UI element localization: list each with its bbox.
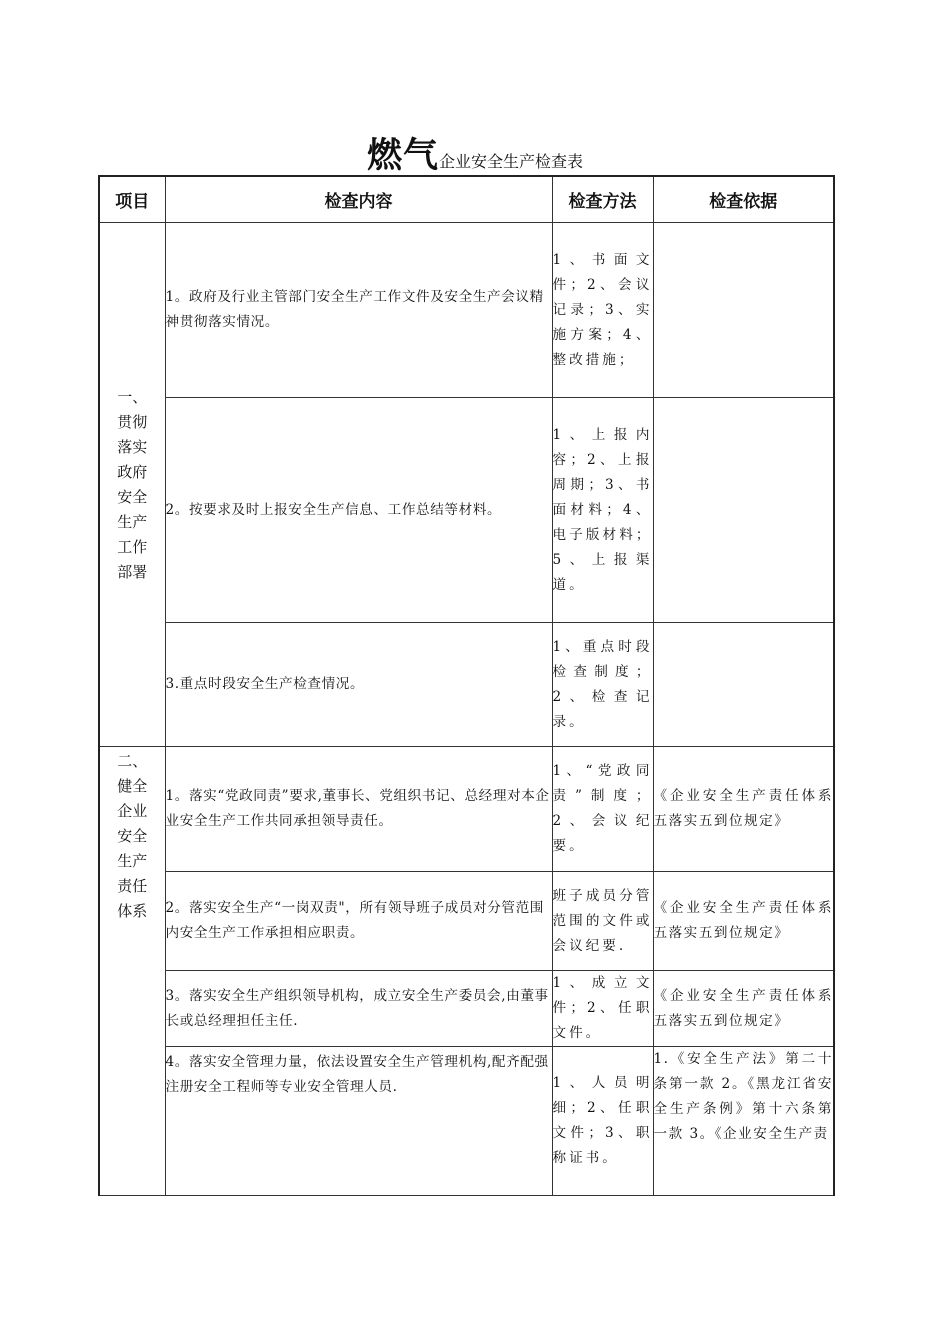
table-row [99,398,834,623]
method-cell: 班子成员分管范围的文件或会议纪要. [552,872,653,971]
basis-cell: 《企业安全生产责任体系五落实五到位规定》 [653,747,834,872]
header-project: 项目 [99,176,165,223]
header-method: 检查方法 [552,176,653,223]
project-cell-2 [99,747,165,1196]
method-cell: 1、人员明细；2、任职文件；3、职称证书。 [552,1047,653,1196]
project-label: 一、贯彻落实政府安全生产工作部署 [117,387,148,581]
inspection-table [98,175,835,1196]
basis-cell [653,623,834,747]
content-cell: 2。按要求及时上报安全生产信息、工作总结等材料。 [165,398,552,623]
content-cell: 3。落实安全生产组织领导机构，成立安全生产委员会,由董事长或总经理担任主任. [165,971,552,1047]
basis-cell: 1.《安全生产法》第二十条第一款 2。《黑龙江省安全生产条例》第十六条第一款 3。《企业安全生产责 [653,1047,834,1196]
table-row [99,872,834,971]
project-cell-1 [99,223,165,747]
content-cell: 4。落实安全管理力量，依法设置安全生产管理机构,配齐配强注册安全工程师等专业安全管理人员. [165,1047,552,1196]
table-row [99,1047,834,1196]
basis-cell: 《企业安全生产责任体系五落实五到位规定》 [653,971,834,1047]
content-cell: 1。政府及行业主管部门安全生产工作文件及安全生产会议精神贯彻落实情况。 [165,223,552,398]
project-label: 二、健全企业安全生产责任体系 [117,752,148,920]
method-cell: 1、重点时段检查制度；2、检查记录。 [552,623,653,747]
document-title [0,128,950,178]
content-cell: 2。落实安全生产“一岗双责"，所有领导班子成员对分管范围内安全生产工作承担相应职责。 [165,872,552,971]
title-sub: 企业安全生产检查表 [439,152,584,171]
method-cell: 1、书面文件；2、会议记录；3、实施方案；4、整改措施； [552,223,653,398]
method-cell: 1、成立文件；2、任职文件。 [552,971,653,1047]
header-row [99,176,834,223]
table-row [99,623,834,747]
table-row [99,223,834,398]
basis-cell: 《企业安全生产责任体系五落实五到位规定》 [653,872,834,971]
table-row [99,971,834,1047]
table-row [99,747,834,872]
method-cell: 1、上报内容；2、上报周期；3、书面材料；4、电子版材料；5、上报渠道。 [552,398,653,623]
content-cell: 3.重点时段安全生产检查情况。 [165,623,552,747]
basis-cell [653,398,834,623]
content-cell: 1。落实“党政同责”要求,董事长、党组织书记、总经理对本企业安全生产工作共同承担领导责任。 [165,747,552,872]
title-main: 燃气 [366,136,439,176]
basis-cell [653,223,834,398]
header-basis: 检查依据 [653,176,834,223]
method-cell: 1、“党政同责”制度；2、会议纪要。 [552,747,653,872]
header-content: 检查内容 [165,176,552,223]
